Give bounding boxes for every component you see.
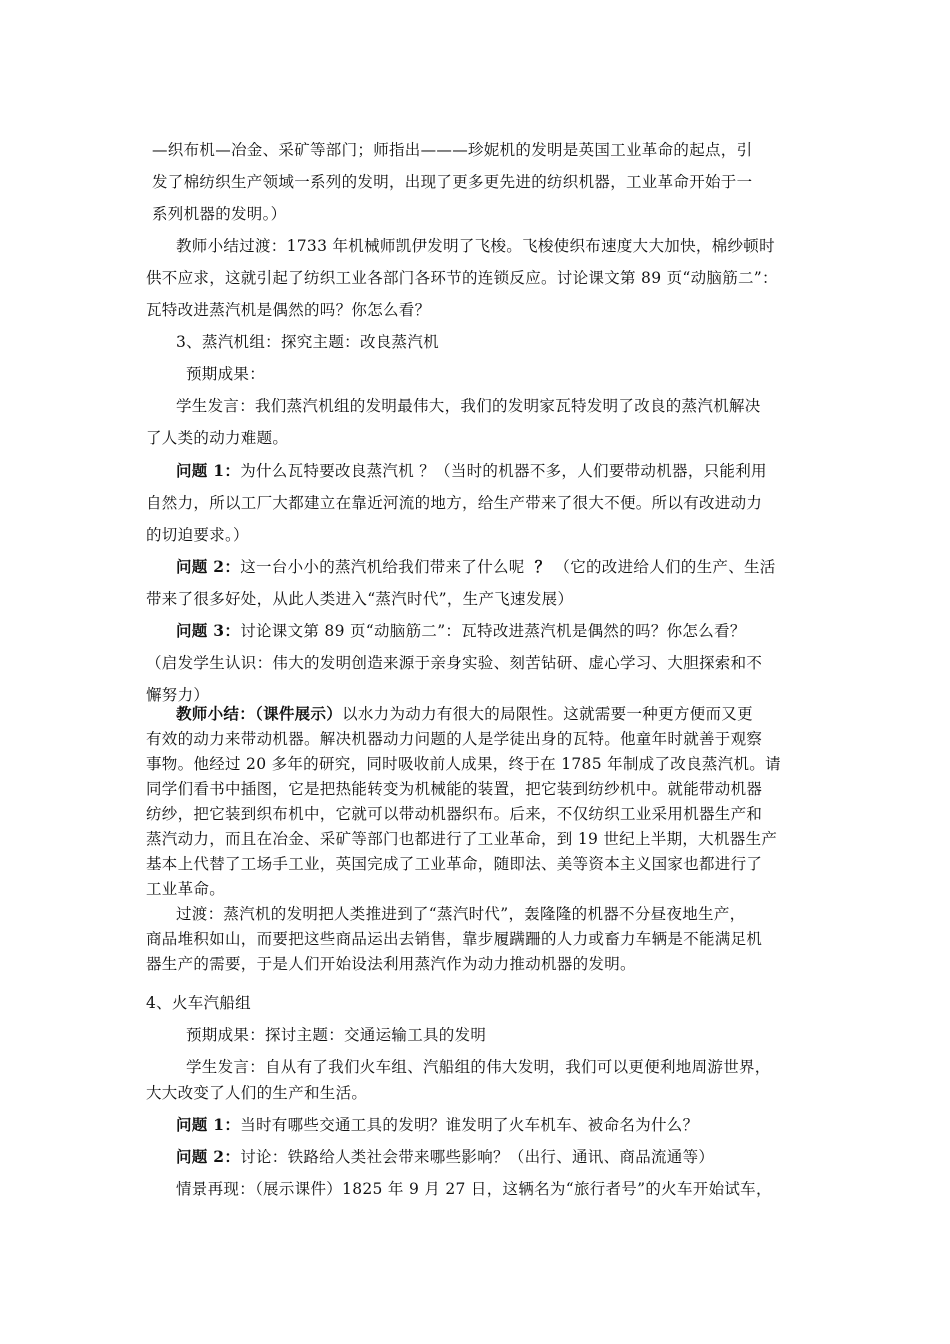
question-label: 问题 2： xyxy=(176,1147,241,1166)
paragraph-line: 同学们看书中插图，它是把热能转变为机械能的装置，把它装到纺纱机中。就能带动机器 xyxy=(146,780,763,798)
paragraph-line: 器生产的需要，于是人们开始设法利用蒸汽作为动力推动机器的发明。 xyxy=(146,955,636,973)
paragraph-line: 了人类的动力难题。 xyxy=(146,429,289,447)
paragraph-line: 预期成果： xyxy=(186,365,266,383)
paragraph-line: 懈努力） xyxy=(146,686,210,704)
question-label: 问题 1： xyxy=(176,461,241,480)
teacher-summary-line: 教师小结：（课件展示）以水力为动力有很大的局限性。这就需要一种更方便而又更 xyxy=(176,704,753,723)
paragraph-line: 大大改变了人们的生产和生活。 xyxy=(146,1084,368,1102)
paragraph-line: 情景再现：（展示课件）1825 年 9 月 27 日，这辆名为“旅行者号”的火车开始试车， xyxy=(176,1180,772,1198)
question-line: 问题 3：讨论课文第 89 页“动脑筋二”：瓦特改进蒸汽机是偶然的吗？你怎么看？ xyxy=(176,621,746,640)
paragraph-line: 学生发言：我们蒸汽机组的发明最伟大，我们的发明家瓦特发明了改良的蒸汽机解决 xyxy=(176,397,761,415)
paragraph-line: 过渡：蒸汽机的发明把人类推进到了“蒸汽时代”，轰隆隆的机器不分昼夜地生产， xyxy=(176,905,746,923)
paragraph-line: 供不应求，这就引起了纺织工业各部门各环节的连锁反应。讨论课文第 89 页“动脑筋二”： xyxy=(146,269,778,287)
paragraph-line: 系列机器的发明。） xyxy=(152,205,287,223)
question-label: 问题 2： xyxy=(176,557,241,576)
paragraph-line: —织布机—冶金、采矿等部门；师指出———珍妮机的发明是英国工业革命的起点，引 xyxy=(152,141,753,159)
paragraph-line: 商品堆积如山，而要把这些商品运出去销售，靠步履蹒跚的人力或畜力车辆是不能满足机 xyxy=(146,930,763,948)
paragraph-line: 的切迫要求。） xyxy=(146,526,249,544)
question-label: 问题 3： xyxy=(176,621,241,640)
question-line: 问题 2：讨论：铁路给人类社会带来哪些影响？（出行、通讯、商品流通等） xyxy=(176,1147,715,1166)
question-line: 问题 1：当时有哪些交通工具的发明？谁发明了火车机车、被命名为什么？ xyxy=(176,1115,699,1134)
paragraph-line: 教师小结过渡：1733 年机械师凯伊发明了飞梭。飞梭使织布速度大大加快，棉纱顿时 xyxy=(176,237,775,255)
courseware-label: （课件展示） xyxy=(255,704,343,723)
paragraph-line: 学生发言：自从有了我们火车组、汽船组的伟大发明，我们可以更便利地周游世界， xyxy=(186,1058,771,1076)
teacher-summary-label: 教师小结： xyxy=(176,704,256,723)
paragraph-line: 瓦特改进蒸汽机是偶然的吗？你怎么看？ xyxy=(146,301,431,319)
section-heading: 4、火车汽船组 xyxy=(146,994,251,1012)
paragraph-line: 带来了很多好处，从此人类进入“蒸汽时代”，生产飞速发展） xyxy=(146,590,574,608)
paragraph-line: 自然力，所以工厂大都建立在靠近河流的地方，给生产带来了很大不便。所以有改进动力 xyxy=(146,494,763,512)
section-heading: 3、蒸汽机组：探究主题：改良蒸汽机 xyxy=(176,333,439,351)
paragraph-line: 发了棉纺织生产领域一系列的发明，出现了更多更先进的纺织机器，工业革命开始于一 xyxy=(152,173,753,191)
paragraph-line: 蒸汽动力，而且在冶金、采矿等部门也都进行了工业革命，到 19 世纪上半期，大机器生产 xyxy=(146,830,778,848)
paragraph-line: （启发学生认识：伟大的发明创造来源于亲身实验、刻苦钻研、虚心学习、大胆探索和不 xyxy=(146,654,763,672)
paragraph-line: 基本上代替了工场手工业，英国完成了工业革命，随即法、美等资本主义国家也都进行了 xyxy=(146,855,763,873)
paragraph-line: 有效的动力来带动机器。解决机器动力问题的人是学徒出身的瓦特。他童年时就善于观察 xyxy=(146,730,763,748)
question-line: 问题 2：这一台小小的蒸汽机给我们带来了什么呢 ？ （它的改进给人们的生产、生活 xyxy=(176,557,776,576)
question-label: 问题 1： xyxy=(176,1115,241,1134)
paragraph-line: 事物。他经过 20 多年的研究，同时吸收前人成果，终于在 1785 年制成了改良蒸汽机。请 xyxy=(146,755,781,773)
paragraph-line: 预期成果：探讨主题：交通运输工具的发明 xyxy=(186,1026,487,1044)
question-line: 问题 1：为什么瓦特要改良蒸汽机 ？（当时的机器不多，人们要带动机器，只能利用 xyxy=(176,461,767,480)
paragraph-line: 工业革命。 xyxy=(146,880,226,898)
paragraph-line: 纺纱，把它装到织布机中，它就可以带动机器织布。后来，不仅纺织工业采用机器生产和 xyxy=(146,805,763,823)
